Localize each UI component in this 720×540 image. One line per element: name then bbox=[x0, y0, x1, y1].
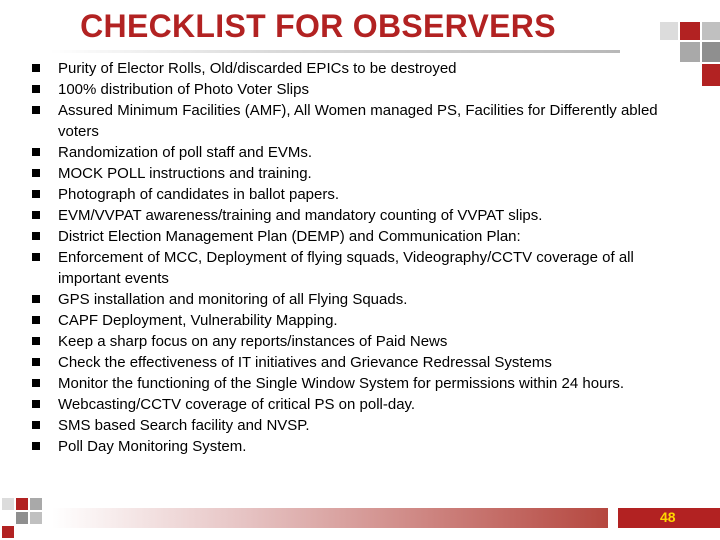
list-item bbox=[30, 394, 700, 415]
item-text: Check the effectiveness of IT initiatives and Grievance Redressal Systems bbox=[58, 354, 552, 371]
list-item bbox=[30, 226, 700, 247]
item-text: GPS installation and monitoring of all Flying Squads. bbox=[58, 291, 408, 308]
item-text: Randomization of poll staff and EVMs. bbox=[58, 144, 313, 161]
list-item bbox=[30, 205, 700, 226]
list-item bbox=[30, 310, 700, 331]
item-text: 100% distribution of Photo Voter Slips bbox=[58, 81, 309, 98]
deco-square bbox=[16, 498, 28, 510]
page-number: 48 bbox=[660, 509, 676, 525]
bullet-square-icon bbox=[32, 232, 40, 240]
deco-square bbox=[2, 526, 14, 538]
list-item bbox=[30, 184, 700, 205]
bullet-square-icon bbox=[32, 421, 40, 429]
bullet-square-icon bbox=[32, 253, 40, 261]
deco-square bbox=[2, 498, 14, 510]
bullet-square-icon bbox=[32, 211, 40, 219]
list-item bbox=[30, 373, 700, 394]
deco-square bbox=[702, 64, 720, 86]
item-text: Enforcement of MCC, Deployment of flying squads, Videography/CCTV coverage of all important events bbox=[58, 249, 634, 287]
footer-bar bbox=[52, 508, 608, 528]
bullet-square-icon bbox=[32, 169, 40, 177]
bullet-square-icon bbox=[32, 148, 40, 156]
item-text: SMS based Search facility and NVSP. bbox=[58, 417, 310, 434]
bullet-square-icon bbox=[32, 295, 40, 303]
deco-square bbox=[30, 512, 42, 524]
deco-square bbox=[16, 512, 28, 524]
bullet-square-icon bbox=[32, 106, 40, 114]
list-item bbox=[30, 79, 700, 100]
list-item bbox=[30, 436, 700, 457]
slide-title: CHECKLIST FOR OBSERVERS bbox=[80, 8, 556, 44]
item-text: MOCK POLL instructions and training. bbox=[58, 165, 312, 182]
list-item bbox=[30, 163, 700, 184]
deco-square bbox=[702, 42, 720, 62]
item-text: CAPF Deployment, Vulnerability Mapping. bbox=[58, 312, 338, 329]
checklist bbox=[30, 58, 700, 457]
item-text: Photograph of candidates in ballot papers. bbox=[58, 186, 340, 203]
list-item bbox=[30, 142, 700, 163]
deco-square bbox=[680, 22, 700, 40]
bullet-square-icon bbox=[32, 190, 40, 198]
list-item bbox=[30, 247, 700, 289]
list-item bbox=[30, 58, 700, 79]
deco-square bbox=[30, 498, 42, 510]
item-text: Webcasting/CCTV coverage of critical PS on poll-day. bbox=[58, 396, 416, 413]
bullet-square-icon bbox=[32, 379, 40, 387]
item-text: District Election Management Plan (DEMP) and Communication Plan: bbox=[58, 228, 521, 245]
list-item bbox=[30, 100, 700, 142]
item-text: Poll Day Monitoring System. bbox=[58, 438, 247, 455]
item-text: Assured Minimum Facilities (AMF), All Women managed PS, Facilities for Differently abled voters bbox=[58, 102, 658, 140]
title-divider bbox=[50, 50, 620, 53]
corner-decoration-bottom-left bbox=[0, 496, 52, 540]
bullet-square-icon bbox=[32, 64, 40, 72]
bullet-square-icon bbox=[32, 316, 40, 324]
bullet-square-icon bbox=[32, 400, 40, 408]
bullet-square-icon bbox=[32, 85, 40, 93]
list-item bbox=[30, 289, 700, 310]
bullet-square-icon bbox=[32, 442, 40, 450]
list-item bbox=[30, 331, 700, 352]
bullet-square-icon bbox=[32, 337, 40, 345]
deco-square bbox=[660, 22, 678, 40]
item-text: Purity of Elector Rolls, Old/discarded EPICs to be destroyed bbox=[58, 60, 457, 77]
deco-square bbox=[702, 22, 720, 40]
item-text: Keep a sharp focus on any reports/instances of Paid News bbox=[58, 333, 448, 350]
list-item bbox=[30, 352, 700, 373]
list-item bbox=[30, 415, 700, 436]
bullet-square-icon bbox=[32, 358, 40, 366]
item-text: EVM/VVPAT awareness/training and mandatory counting of VVPAT slips. bbox=[58, 207, 543, 224]
item-text: Monitor the functioning of the Single Window System for permissions within 24 hours. bbox=[58, 375, 625, 392]
